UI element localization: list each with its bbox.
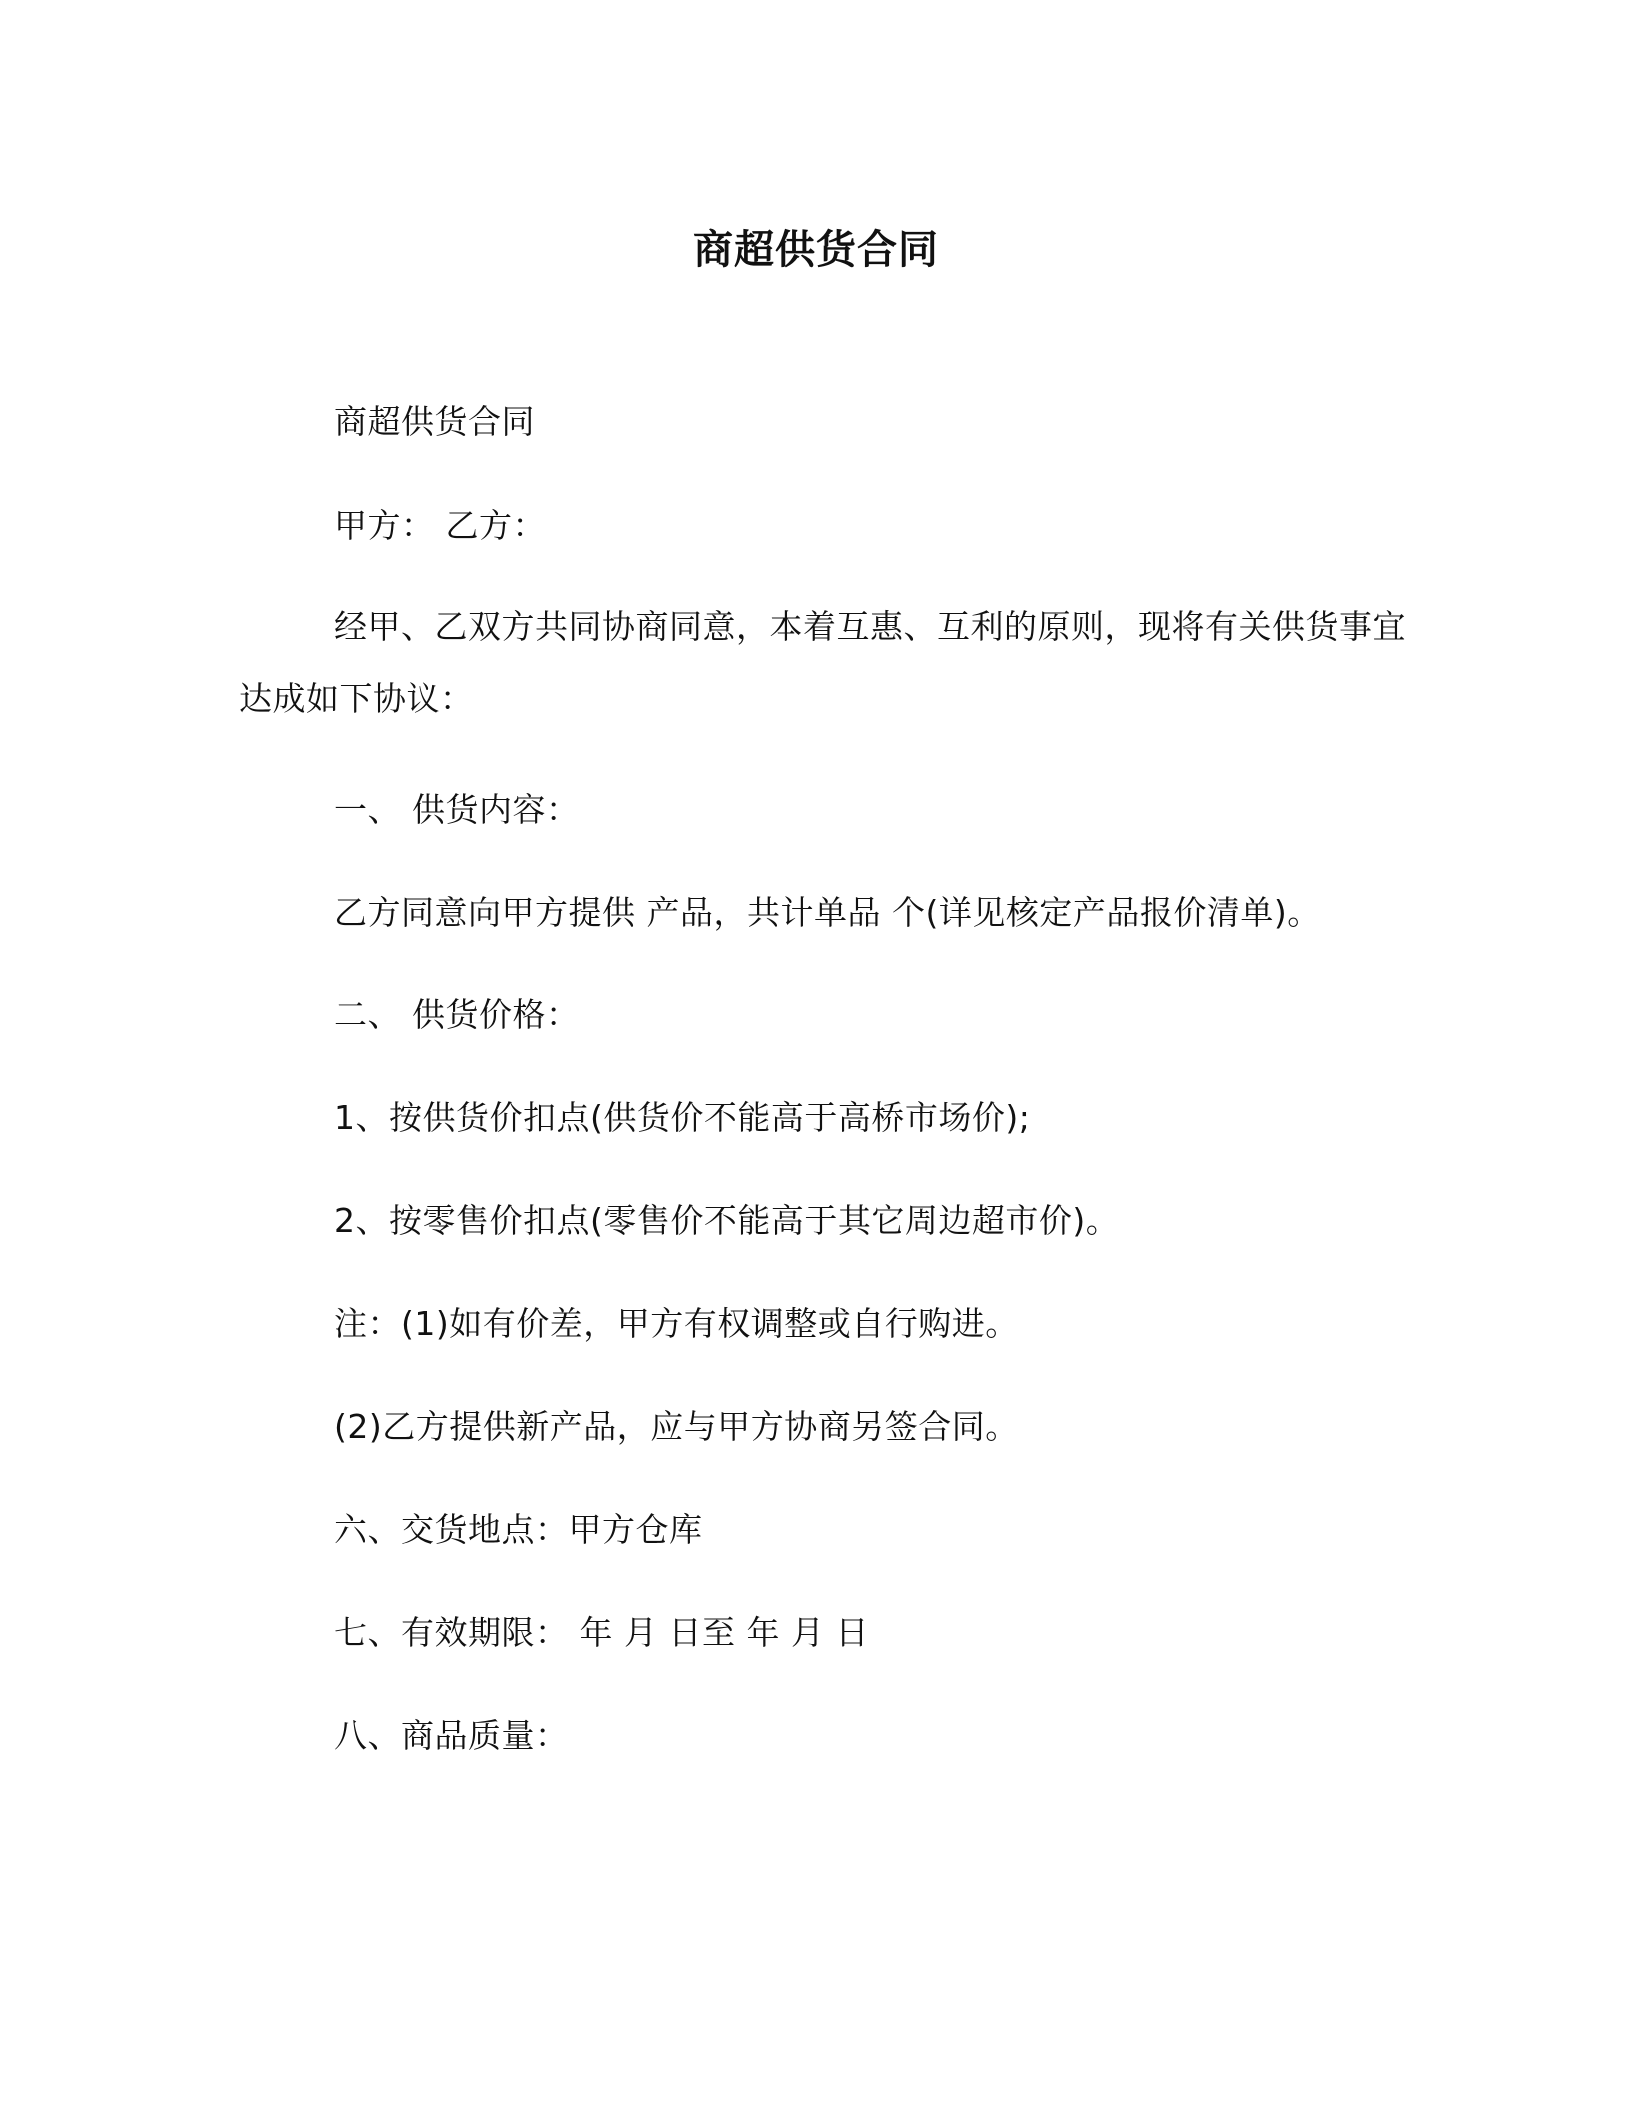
supply-content-line: 乙方同意向甲方提供 产品，共计单品 个(详见核定产品报价清单)。 [334,893,1321,932]
intro-paragraph: 经甲、乙双方共同协商同意，本着互惠、互利的原则，现将有关供货事宜达成如下协议： [239,607,1406,718]
document-title: 商超供货合同 [693,227,939,273]
section-1-heading: 一、 供货内容： [334,790,580,829]
price-item-2: 2、按零售价扣点(零售价不能高于其它周边超市价)。 [334,1201,1120,1240]
parties-line: 甲方： 乙方： [334,506,546,545]
section-2-heading: 二、 供货价格： [334,995,580,1034]
price-item-1: 1、按供货价扣点(供货价不能高于高桥市场价); [334,1098,1031,1137]
note-1: 注：(1)如有价差，甲方有权调整或自行购进。 [334,1304,1019,1343]
delivery-location: 六、交货地点：甲方仓库 [334,1510,703,1549]
goods-quality-heading: 八、商品质量： [334,1716,569,1755]
validity-period: 七、有效期限： 年 月 日至 年 月 日 [334,1613,869,1652]
subtitle-line: 商超供货合同 [334,402,535,441]
note-2: (2)乙方提供新产品，应与甲方协商另签合同。 [334,1407,1019,1446]
